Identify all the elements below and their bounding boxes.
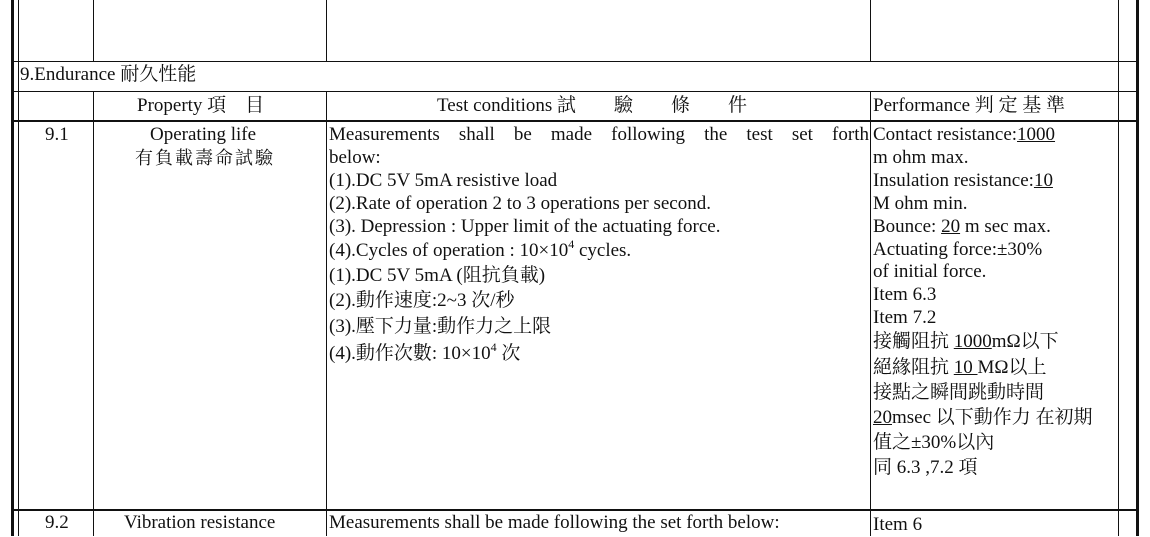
test-9-1-line-7: (1).DC 5V 5mA (阻抗負載) [329, 265, 546, 286]
perf-9-1-line-6: Actuating force:±30% [873, 239, 1043, 260]
col-divider-3 [870, 0, 871, 61]
rule-row-9-1 [11, 509, 1139, 511]
test-9-1-line-9: (3).壓下力量:動作力之上限 [329, 316, 552, 337]
perf-9-1-line-3: Insulation resistance:10 [873, 170, 1053, 191]
test-9-1-line-10: (4).動作次數: $10\times 10^4$ 次 [329, 340, 521, 364]
row-number-9-1: 9.1 [45, 124, 69, 145]
test-9-1-line-2: below: [329, 147, 381, 168]
perf-9-1-line-11: 絕緣阻抗 10 MΩ以上 [873, 357, 1047, 378]
perf-9-1-line-1: Contact resistance:1000 [873, 124, 1056, 145]
header-test-conditions: Test conditions 試 驗 條 件 [437, 95, 748, 116]
perf-9-1-line-10: 接觸阻抗 1000mΩ以下 [873, 331, 1059, 352]
test-9-1-line-6: (4).Cycles of operation : $10\times 10^4$ cycles. [329, 237, 632, 261]
test-9-1-line-1: Measurements shall be made following the test set forth [329, 124, 869, 145]
perf-9-1-line-8: Item 6.3 [873, 284, 937, 305]
perf-9-1-line-7: of initial force. [873, 261, 987, 282]
left-inner-border [18, 0, 19, 536]
right-inner-border [1118, 0, 1119, 536]
perf-9-1-line-5: Bounce: 20 m sec max. [873, 216, 1051, 237]
perf-9-1-line-12: 接點之瞬間跳動時間 [873, 382, 1045, 403]
header-property: Property 項 目 [137, 95, 265, 116]
property-9-1-en: Operating life [150, 124, 257, 145]
property-9-2-en: Vibration resistance [124, 512, 276, 533]
perf-9-1-line-15: 同 6.3 ,7.2 項 [873, 457, 978, 478]
perf-9-1-line-2: m ohm max. [873, 147, 969, 168]
test-9-2-line-1: Measurements shall be made following the set forth below: [329, 512, 780, 533]
perf-9-1-line-14: 值之±30%以內 [873, 432, 995, 453]
left-border [11, 0, 14, 536]
rule-header [11, 120, 1139, 122]
property-9-1-cn: 有負載壽命試驗 [135, 148, 275, 168]
col-divider-2b [326, 92, 327, 536]
right-border [1136, 0, 1139, 536]
test-9-1-line-4: (2).Rate of operation 2 to 3 operations per second. [329, 193, 711, 214]
rule-section-title [11, 91, 1139, 92]
perf-9-1-line-13: 20msec 以下動作力 在初期 [873, 407, 1093, 428]
col-divider-2 [326, 0, 327, 61]
row-number-9-2: 9.2 [45, 512, 69, 533]
test-9-1-line-8: (2).動作速度:2~3 次/秒 [329, 290, 515, 311]
perf-9-1-line-9: Item 7.2 [873, 307, 937, 328]
col-divider-1 [93, 0, 94, 61]
rule-top-section [11, 61, 1139, 62]
test-9-1-line-5: (3). Depression : Upper limit of the actuating force. [329, 216, 721, 237]
section-title: 9.Endurance 耐久性能 [20, 64, 197, 85]
col-divider-1b [93, 92, 94, 536]
test-9-1-line-3: (1).DC 5V 5mA resistive load [329, 170, 558, 191]
perf-9-2-line-1: Item 6 [873, 514, 923, 535]
header-performance: Performance 判 定 基 準 [873, 95, 1066, 116]
perf-9-1-line-4: M ohm min. [873, 193, 968, 214]
col-divider-3b [870, 92, 871, 536]
